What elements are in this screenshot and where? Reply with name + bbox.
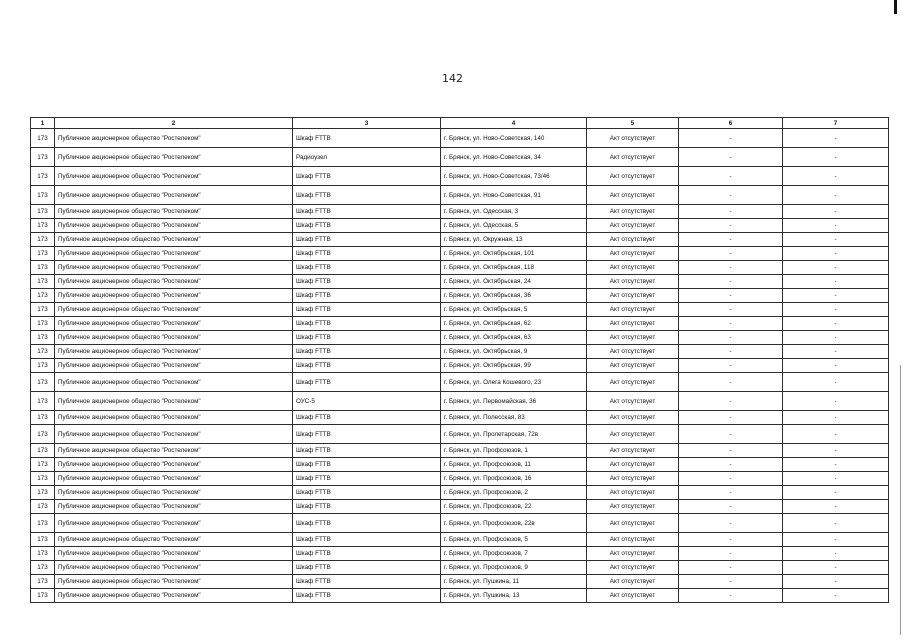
owner-name: Публичное акционерное общество "Ростелеком": [55, 500, 293, 514]
column-header: 7: [783, 118, 889, 129]
table-row: [31, 219, 889, 233]
column-7-value: -: [783, 533, 889, 547]
act-status: Акт отсутствует: [587, 425, 679, 444]
owner-name: Публичное акционерное общество "Ростелеком": [55, 331, 293, 345]
column-6-value: -: [679, 458, 783, 472]
object-type: Шкаф FTTB: [293, 219, 441, 233]
table-row: [31, 533, 889, 547]
owner-name: Публичное акционерное общество "Ростелеком": [55, 275, 293, 289]
table-row: [31, 129, 889, 148]
table-row: [31, 392, 889, 411]
object-type: Шкаф FTTB: [293, 486, 441, 500]
row-number: 173: [31, 373, 55, 392]
table-row: [31, 205, 889, 219]
row-number: 173: [31, 486, 55, 500]
table-row: [31, 186, 889, 205]
row-number: 173: [31, 233, 55, 247]
row-number: 173: [31, 472, 55, 486]
object-type: Шкаф FTTB: [293, 575, 441, 589]
object-type: Шкаф FTTB: [293, 186, 441, 205]
table-row: [31, 500, 889, 514]
table-row: [31, 472, 889, 486]
column-header: 3: [293, 118, 441, 129]
row-number: 173: [31, 275, 55, 289]
row-number: 173: [31, 392, 55, 411]
column-7-value: -: [783, 444, 889, 458]
table-row: [31, 275, 889, 289]
column-7-value: -: [783, 167, 889, 186]
act-status: Акт отсутствует: [587, 148, 679, 167]
act-status: Акт отсутствует: [587, 129, 679, 148]
column-7-value: -: [783, 500, 889, 514]
table-body: [31, 129, 889, 603]
column-6-value: -: [679, 561, 783, 575]
owner-name: Публичное акционерное общество "Ростелеком": [55, 289, 293, 303]
owner-name: Публичное акционерное общество "Ростелеком": [55, 186, 293, 205]
object-type: Шкаф FTTB: [293, 458, 441, 472]
object-address: г. Брянск, ул. Октябрьская, 36: [441, 289, 587, 303]
column-7-value: -: [783, 148, 889, 167]
column-6-value: -: [679, 275, 783, 289]
column-7-value: -: [783, 129, 889, 148]
row-number: 173: [31, 186, 55, 205]
object-address: г. Брянск, ул. Окружная, 13: [441, 233, 587, 247]
table-row: [31, 261, 889, 275]
owner-name: Публичное акционерное общество "Ростелеком": [55, 219, 293, 233]
object-type: Шкаф FTTB: [293, 472, 441, 486]
object-address: г. Брянск, ул. Профсоюзов, 22в: [441, 514, 587, 533]
object-type: Шкаф FTTB: [293, 303, 441, 317]
object-address: г. Брянск, ул. Профсоюзов, 16: [441, 472, 587, 486]
act-status: Акт отсутствует: [587, 458, 679, 472]
act-status: Акт отсутствует: [587, 561, 679, 575]
owner-name: Публичное акционерное общество "Ростелеком": [55, 205, 293, 219]
column-7-value: -: [783, 392, 889, 411]
column-6-value: -: [679, 359, 783, 373]
object-type: Шкаф FTTB: [293, 359, 441, 373]
column-6-value: -: [679, 317, 783, 331]
row-number: 173: [31, 561, 55, 575]
act-status: Акт отсутствует: [587, 289, 679, 303]
object-address: г. Брянск, ул. Ново-Советская, 140: [441, 129, 587, 148]
owner-name: Публичное акционерное общество "Ростелеком": [55, 444, 293, 458]
owner-name: Публичное акционерное общество "Ростелеком": [55, 547, 293, 561]
column-7-value: -: [783, 458, 889, 472]
row-number: 173: [31, 547, 55, 561]
act-status: Акт отсутствует: [587, 186, 679, 205]
object-address: г. Брянск, ул. Октябрьская, 118: [441, 261, 587, 275]
object-type: Шкаф FTTB: [293, 205, 441, 219]
act-status: Акт отсутствует: [587, 500, 679, 514]
table-row: [31, 547, 889, 561]
column-6-value: -: [679, 205, 783, 219]
act-status: Акт отсутствует: [587, 205, 679, 219]
column-6-value: -: [679, 444, 783, 458]
column-6-value: -: [679, 411, 783, 425]
object-type: Шкаф FTTB: [293, 129, 441, 148]
column-7-value: -: [783, 261, 889, 275]
object-type: ОУС-5: [293, 392, 441, 411]
column-7-value: -: [783, 561, 889, 575]
object-type: Шкаф FTTB: [293, 444, 441, 458]
object-address: г. Брянск, ул. Профсоюзов, 9: [441, 561, 587, 575]
row-number: 173: [31, 359, 55, 373]
object-address: г. Брянск, ул. Ново-Советская, 91: [441, 186, 587, 205]
owner-name: Публичное акционерное общество "Ростелеком": [55, 129, 293, 148]
act-status: Акт отсутствует: [587, 514, 679, 533]
row-number: 173: [31, 345, 55, 359]
object-address: г. Брянск, ул. Октябрьская, 5: [441, 303, 587, 317]
object-type: Шкаф FTTB: [293, 345, 441, 359]
column-6-value: -: [679, 472, 783, 486]
object-address: г. Брянск, ул. Профсоюзов, 5: [441, 533, 587, 547]
column-7-value: -: [783, 472, 889, 486]
act-status: Акт отсутствует: [587, 411, 679, 425]
column-header: 4: [441, 118, 587, 129]
owner-name: Публичное акционерное общество "Ростелеком": [55, 425, 293, 444]
act-status: Акт отсутствует: [587, 219, 679, 233]
row-number: 173: [31, 500, 55, 514]
object-address: г. Брянск, ул. Профсоюзов, 7: [441, 547, 587, 561]
act-status: Акт отсутствует: [587, 486, 679, 500]
column-6-value: -: [679, 148, 783, 167]
table-row: [31, 411, 889, 425]
column-header: 2: [55, 118, 293, 129]
owner-name: Публичное акционерное общество "Ростелеком": [55, 261, 293, 275]
scan-edge-mark: [894, 0, 897, 14]
act-status: Акт отсутствует: [587, 373, 679, 392]
column-6-value: -: [679, 247, 783, 261]
column-6-value: -: [679, 186, 783, 205]
act-status: Акт отсутствует: [587, 575, 679, 589]
object-address: г. Брянск, ул. Олега Кошевого, 23: [441, 373, 587, 392]
column-6-value: -: [679, 392, 783, 411]
column-7-value: -: [783, 425, 889, 444]
column-6-value: -: [679, 261, 783, 275]
owner-name: Публичное акционерное общество "Ростелеком": [55, 472, 293, 486]
row-number: 173: [31, 425, 55, 444]
act-status: Акт отсутствует: [587, 359, 679, 373]
owner-name: Публичное акционерное общество "Ростелеком": [55, 533, 293, 547]
table-row: [31, 359, 889, 373]
object-address: г. Брянск, ул. Профсоюзов, 2: [441, 486, 587, 500]
act-status: Акт отсутствует: [587, 303, 679, 317]
column-7-value: -: [783, 345, 889, 359]
column-6-value: -: [679, 425, 783, 444]
object-address: г. Брянск, ул. Пролетарская, 72в: [441, 425, 587, 444]
column-7-value: -: [783, 373, 889, 392]
page-number: 142: [442, 72, 463, 85]
object-address: г. Брянск, ул. Одесская, 3: [441, 205, 587, 219]
row-number: 173: [31, 317, 55, 331]
scan-edge-line: [900, 365, 901, 635]
column-6-value: -: [679, 233, 783, 247]
owner-name: Публичное акционерное общество "Ростелеком": [55, 317, 293, 331]
register-table: [30, 117, 889, 603]
owner-name: Публичное акционерное общество "Ростелеком": [55, 167, 293, 186]
column-7-value: -: [783, 317, 889, 331]
row-number: 173: [31, 331, 55, 345]
object-type: Шкаф FTTB: [293, 289, 441, 303]
column-7-value: -: [783, 186, 889, 205]
owner-name: Публичное акционерное общество "Ростелеком": [55, 561, 293, 575]
table-row: [31, 233, 889, 247]
owner-name: Публичное акционерное общество "Ростелеком": [55, 148, 293, 167]
object-address: г. Брянск, ул. Профсоюзов, 1: [441, 444, 587, 458]
object-address: г. Брянск, ул. Октябрьская, 101: [441, 247, 587, 261]
column-header: 6: [679, 118, 783, 129]
owner-name: Публичное акционерное общество "Ростелеком": [55, 514, 293, 533]
owner-name: Публичное акционерное общество "Ростелеком": [55, 233, 293, 247]
act-status: Акт отсутствует: [587, 345, 679, 359]
object-address: г. Брянск, ул. Октябрьская, 24: [441, 275, 587, 289]
column-7-value: -: [783, 486, 889, 500]
column-6-value: -: [679, 589, 783, 603]
column-header: 1: [31, 118, 55, 129]
owner-name: Публичное акционерное общество "Ростелеком": [55, 373, 293, 392]
column-7-value: -: [783, 205, 889, 219]
column-7-value: -: [783, 219, 889, 233]
column-7-value: -: [783, 247, 889, 261]
act-status: Акт отсутствует: [587, 275, 679, 289]
table-row: [31, 303, 889, 317]
column-6-value: -: [679, 345, 783, 359]
act-status: Акт отсутствует: [587, 261, 679, 275]
act-status: Акт отсутствует: [587, 444, 679, 458]
row-number: 173: [31, 303, 55, 317]
column-7-value: -: [783, 547, 889, 561]
column-7-value: -: [783, 575, 889, 589]
column-header: 5: [587, 118, 679, 129]
column-6-value: -: [679, 500, 783, 514]
row-number: 173: [31, 514, 55, 533]
row-number: 173: [31, 289, 55, 303]
row-number: 173: [31, 205, 55, 219]
object-type: Шкаф FTTB: [293, 514, 441, 533]
column-6-value: -: [679, 129, 783, 148]
act-status: Акт отсутствует: [587, 167, 679, 186]
table-row: [31, 561, 889, 575]
object-type: Шкаф FTTB: [293, 247, 441, 261]
column-7-value: -: [783, 331, 889, 345]
object-type: Шкаф FTTB: [293, 425, 441, 444]
owner-name: Публичное акционерное общество "Ростелеком": [55, 359, 293, 373]
column-6-value: -: [679, 575, 783, 589]
row-number: 173: [31, 148, 55, 167]
column-6-value: -: [679, 486, 783, 500]
row-number: 173: [31, 129, 55, 148]
table-row: [31, 444, 889, 458]
owner-name: Публичное акционерное общество "Ростелеком": [55, 345, 293, 359]
column-7-value: -: [783, 411, 889, 425]
object-type: Шкаф FTTB: [293, 547, 441, 561]
table-row: [31, 148, 889, 167]
table-row: [31, 345, 889, 359]
act-status: Акт отсутствует: [587, 317, 679, 331]
table-row: [31, 167, 889, 186]
object-type: Шкаф FTTB: [293, 167, 441, 186]
object-address: г. Брянск, ул. Октябрьская, 63: [441, 331, 587, 345]
object-type: Шкаф FTTB: [293, 275, 441, 289]
act-status: Акт отсутствует: [587, 233, 679, 247]
object-type: Шкаф FTTB: [293, 233, 441, 247]
object-type: Шкаф FTTB: [293, 261, 441, 275]
owner-name: Публичное акционерное общество "Ростелеком": [55, 411, 293, 425]
column-7-value: -: [783, 289, 889, 303]
owner-name: Публичное акционерное общество "Ростелеком": [55, 589, 293, 603]
owner-name: Публичное акционерное общество "Ростелеком": [55, 575, 293, 589]
column-6-value: -: [679, 533, 783, 547]
table-row: [31, 486, 889, 500]
table-row: [31, 289, 889, 303]
row-number: 173: [31, 458, 55, 472]
object-type: Шкаф FTTB: [293, 331, 441, 345]
row-number: 173: [31, 589, 55, 603]
row-number: 173: [31, 167, 55, 186]
act-status: Акт отсутствует: [587, 392, 679, 411]
row-number: 173: [31, 247, 55, 261]
object-address: г. Брянск, ул. Профсоюзов, 22: [441, 500, 587, 514]
row-number: 173: [31, 219, 55, 233]
table-row: [31, 589, 889, 603]
object-address: г. Брянск, ул. Полесская, 83: [441, 411, 587, 425]
object-address: г. Брянск, ул. Октябрьская, 62: [441, 317, 587, 331]
object-address: г. Брянск, ул. Профсоюзов, 11: [441, 458, 587, 472]
object-address: г. Брянск, ул. Ново-Советская, 73/46: [441, 167, 587, 186]
column-7-value: -: [783, 359, 889, 373]
object-type: Шкаф FTTB: [293, 561, 441, 575]
header-row: [31, 118, 889, 129]
column-6-value: -: [679, 373, 783, 392]
table-row: [31, 373, 889, 392]
act-status: Акт отсутствует: [587, 472, 679, 486]
column-7-value: -: [783, 303, 889, 317]
table-row: [31, 514, 889, 533]
owner-name: Публичное акционерное общество "Ростелеком": [55, 458, 293, 472]
table-row: [31, 458, 889, 472]
column-6-value: -: [679, 547, 783, 561]
object-type: Шкаф FTTB: [293, 317, 441, 331]
owner-name: Публичное акционерное общество "Ростелеком": [55, 392, 293, 411]
act-status: Акт отсутствует: [587, 247, 679, 261]
object-address: г. Брянск, ул. Ново-Советская, 34: [441, 148, 587, 167]
table-row: [31, 317, 889, 331]
act-status: Акт отсутствует: [587, 547, 679, 561]
owner-name: Публичное акционерное общество "Ростелеком": [55, 247, 293, 261]
object-address: г. Брянск, ул. Октябрьская, 9: [441, 345, 587, 359]
row-number: 173: [31, 411, 55, 425]
owner-name: Публичное акционерное общество "Ростелеком": [55, 486, 293, 500]
column-7-value: -: [783, 514, 889, 533]
row-number: 173: [31, 261, 55, 275]
row-number: 173: [31, 575, 55, 589]
column-7-value: -: [783, 233, 889, 247]
column-6-value: -: [679, 167, 783, 186]
column-6-value: -: [679, 331, 783, 345]
act-status: Акт отсутствует: [587, 533, 679, 547]
object-type: Шкаф FTTB: [293, 411, 441, 425]
object-type: Шкаф FTTB: [293, 500, 441, 514]
table-row: [31, 425, 889, 444]
table-row: [31, 575, 889, 589]
object-type: Радиоузел: [293, 148, 441, 167]
act-status: Акт отсутствует: [587, 331, 679, 345]
object-type: Шкаф FTTB: [293, 533, 441, 547]
object-type: Шкаф FTTB: [293, 589, 441, 603]
column-6-value: -: [679, 219, 783, 233]
row-number: 173: [31, 444, 55, 458]
column-7-value: -: [783, 589, 889, 603]
column-6-value: -: [679, 303, 783, 317]
column-7-value: -: [783, 275, 889, 289]
object-address: г. Брянск, ул. Одесская, 5: [441, 219, 587, 233]
object-address: г. Брянск, ул. Пушкина, 11: [441, 575, 587, 589]
table-row: [31, 331, 889, 345]
owner-name: Публичное акционерное общество "Ростелеком": [55, 303, 293, 317]
column-6-value: -: [679, 289, 783, 303]
object-type: Шкаф FTTB: [293, 373, 441, 392]
row-number: 173: [31, 533, 55, 547]
object-address: г. Брянск, ул. Первомайская, 36: [441, 392, 587, 411]
object-address: г. Брянск, ул. Пушкина, 13: [441, 589, 587, 603]
object-address: г. Брянск, ул. Октябрьская, 99: [441, 359, 587, 373]
act-status: Акт отсутствует: [587, 589, 679, 603]
table-row: [31, 247, 889, 261]
column-6-value: -: [679, 514, 783, 533]
